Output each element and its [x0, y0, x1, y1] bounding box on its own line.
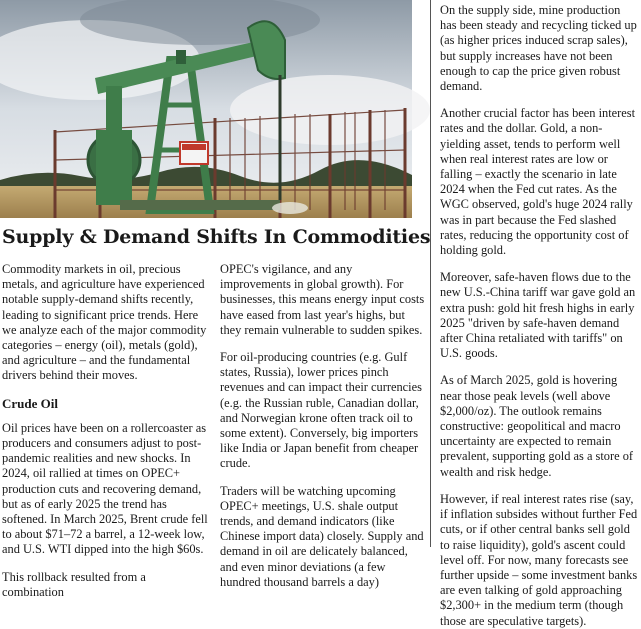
paragraph-gold-outlook: However, if real interest rates rise (say, if inflation subsides without further Fed cuts, or if other central banks sell gold to raise liquidity), gold's ascent could level off. For now, many forecasts see further upside – some investment banks are even talking of gold approaching $2,300+ in the medium term (though those are speculative targets). [440, 491, 638, 628]
column-2 [220, 262, 425, 589]
paragraph-interest-rates: Another crucial factor has been interest rates and the dollar. Gold, a non-yielding asset, tends to perform well when real interest rates are low or falling – exactly the scenario in late 2024 when the Fed cut rates. As the WGC observed, gold's huge 2024 rally was in part because the Fed slashed rates, reducing the opportunity cost of holding gold. [440, 106, 636, 258]
crude-oil-continued: This rollback resulted from a combination [2, 569, 146, 599]
paragraph-safe-haven: Moreover, safe-haven flows due to the new U.S.-China tariff war gave gold an extra push: gold hit fresh highs in early 2025 "driven by safe-haven demand after China retaliated with tariffs" on U.S. goods. [440, 270, 636, 361]
pumpjack-illustration [0, 0, 412, 218]
paragraph-gold-march: As of March 2025, gold is hovering near those peak levels (well above $2,000/oz). The outlook remains constructive: geopolitical and macro uncertainty are expected to remain prevalent, supporting gold as a store of wealth and risk hedge. [440, 373, 634, 479]
headline: Supply & Demand Shifts In Commodities [2, 226, 431, 248]
crude-oil-paragraph: Oil prices have been on a rollercoaster as producers and consumers adjust to post-pandemic realities and new shocks. In 2024, oil rallied at times on OPEC+ production cuts and recovering demand, but as of early 2025 the trend has softened. In March 2025, Brent crude fell to about $71–72 a barrel, a 12-week low, and U.S. WTI dipped into the high $60s. [2, 420, 208, 557]
paragraph-opec-vigilance: OPEC's vigilance, and any improvements in global growth). For businesses, this means energy input costs have eased from last year's highs, but they remain vulnerable to sudden spikes. [220, 262, 425, 337]
column-1 [2, 262, 210, 599]
paragraph-traders: Traders will be watching upcoming OPEC+ meetings, U.S. shale output trends, and demand indicators (like Chinese import data) closely. Supply and demand in oil are delicately balanced, and even minor deviations (a few hundred thousand barrels a day) [220, 483, 424, 589]
column-divider [430, 0, 431, 547]
column-3 [440, 3, 638, 628]
oil-pumpjack-photo [0, 0, 412, 218]
intro-paragraph: Commodity markets in oil, precious metals, and agriculture have experienced notable supply-demand shifts recently, leading to significant price trends. Here we analyze each of the major commodity categories – energy (oil), metals (gold), and agriculture – and the fundamental drivers behind their moves. [2, 262, 207, 383]
section-heading-crude-oil: Crude Oil [2, 395, 58, 411]
paragraph-gold-supply: On the supply side, mine production has been steady and recycling ticked up (as higher prices induced scrap sales), but supply increases have not been enough to cap the price given robust demand. [440, 3, 637, 94]
paragraph-oil-producers: For oil-producing countries (e.g. Gulf states, Russia), lower prices pinch revenues and can impact their currencies (e.g. the Russian ruble, Canadian dollar, and Norwegian krone often track oil to some extent). Conversely, big importers like India or Japan benefit from cheaper crude. [220, 350, 422, 471]
